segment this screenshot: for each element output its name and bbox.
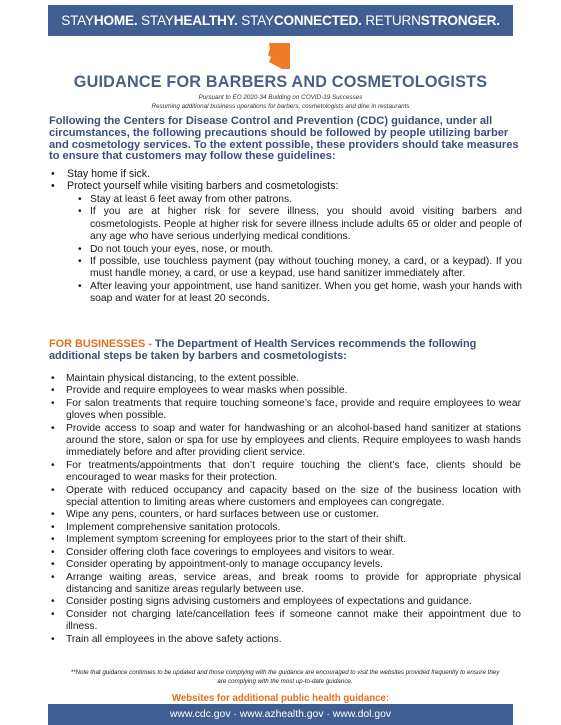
list-item: • If you are at higher risk for severe illness, you should avoid visiting barbers and cosmetologists. People at higher risk for severe illness include adults 65 or older and people of any age who have serious underlying medical conditions.: [78, 206, 522, 243]
list-item: • After leaving your appointment, use hand sanitizer. When you get home, wash your hands with soap and water for at least 20 seconds.: [78, 281, 522, 306]
business-intro-text: The Department of Health Services recommends the following additional steps be taken by barbers and cosmetologists:: [49, 338, 477, 363]
list-item: • Implement comprehensive sanitation protocols.: [49, 522, 521, 534]
link-azhealth[interactable]: www.azhealth.gov: [239, 709, 324, 720]
list-item: • Provide access to soap and water for handwashing or an alcohol-based hand sanitizer at stations around the store, salon or spa for use by employees and clients. Require employees to wash hands immediately before and after providing client service.: [49, 423, 521, 460]
subtitle-pursuant: Pursuant to EO 2020-34 Building on COVID-19 Successes: [198, 94, 363, 101]
list-item: • Implement symptom screening for employees prior to the start of their shift.: [49, 534, 521, 546]
intro-paragraph: Following the Centers for Disease Control and Prevention (CDC) guidance, under all circumstances, the following precautions should be followed by people utilizing barber and cosmetology services. To the extent possible, these providers should take measures to ensure that customers may follow these guidelines:: [49, 115, 519, 163]
list-item: • Stay home if sick.: [49, 168, 519, 180]
list-item: • Maintain physical distancing, to the extent possible.: [49, 373, 521, 385]
subtitle-resuming: Resuming additional business operations for barbers, cosmetologists and dine in restaurants: [151, 103, 410, 110]
list-item: • Operate with reduced occupancy and capacity based on the size of the business location with special attention to limiting areas where customers and employees can congregate.: [49, 485, 521, 510]
business-steps-list: [49, 373, 521, 646]
banner-part: STAYHOME.: [61, 13, 138, 28]
list-item: • For salon treatments that require touching someone’s face, provide and require employees to wear gloves when possible.: [49, 398, 521, 423]
update-note: **Note that guidance continues to be updated and those complying with the guidance are encouraged to visit the websites provided frequently to ensure they are complying with the most up-to-date guidance.: [70, 669, 500, 685]
page-title: GUIDANCE FOR BARBERS AND COSMETOLOGISTS: [73, 73, 488, 91]
top-banner: [48, 5, 513, 36]
list-item: • Arrange waiting areas, service areas, and break rooms to provide for appropriate physical distancing and sanitize areas regularly between use.: [49, 572, 521, 597]
business-heading: [49, 338, 519, 363]
list-item: • Consider not charging late/cancellation fees if someone cannot make their appointment due to illness.: [49, 609, 521, 634]
separator: ·: [233, 709, 237, 720]
business-lead-label: FOR BUSINESSES -: [49, 338, 152, 350]
separator: ·: [326, 709, 330, 720]
list-item: • For treatments/appointments that don’t require touching the client’s face, clients should be encouraged to wear masks for their protection.: [49, 460, 521, 485]
websites-footer: [48, 704, 513, 725]
protect-yourself-list: [78, 194, 522, 306]
list-item: • If possible, use touchless payment (pay without touching money, a card, or a keypad). If you must handle money, a card, or use a keypad, use hand sanitizer immediately after.: [78, 256, 522, 281]
list-item: • Protect yourself while visiting barbers and cosmetologists:: [49, 180, 519, 192]
list-item: • Consider operating by appointment-only to manage occupancy levels.: [49, 559, 521, 571]
list-item: • Wipe any pens, counters, or hard surfaces between use or customer.: [49, 509, 521, 521]
banner-part: STAYCONNECTED.: [241, 13, 362, 28]
banner-part: STAYHEALTHY.: [141, 13, 238, 28]
link-cdc[interactable]: www.cdc.gov: [169, 709, 231, 720]
list-item: • Consider posting signs advising customers and employees of expectations and guidance.: [49, 596, 521, 608]
list-item: • Do not touch your eyes, nose, or mouth.: [78, 244, 522, 256]
list-item: • Train all employees in the above safety actions.: [49, 634, 521, 646]
banner-part: RETURNSTRONGER.: [365, 13, 500, 28]
list-item: • Consider offering cloth face coverings to employees and visitors to wear.: [49, 547, 521, 559]
websites-heading: Websites for additional public health guidance:: [171, 693, 390, 704]
general-precautions-list: [49, 168, 519, 193]
list-item: • Stay at least 6 feet away from other patrons.: [78, 194, 522, 206]
arizona-state-icon: [268, 43, 290, 69]
link-dol[interactable]: www.dol.gov: [332, 709, 392, 720]
list-item: • Provide and require employees to wear masks when possible.: [49, 385, 521, 397]
